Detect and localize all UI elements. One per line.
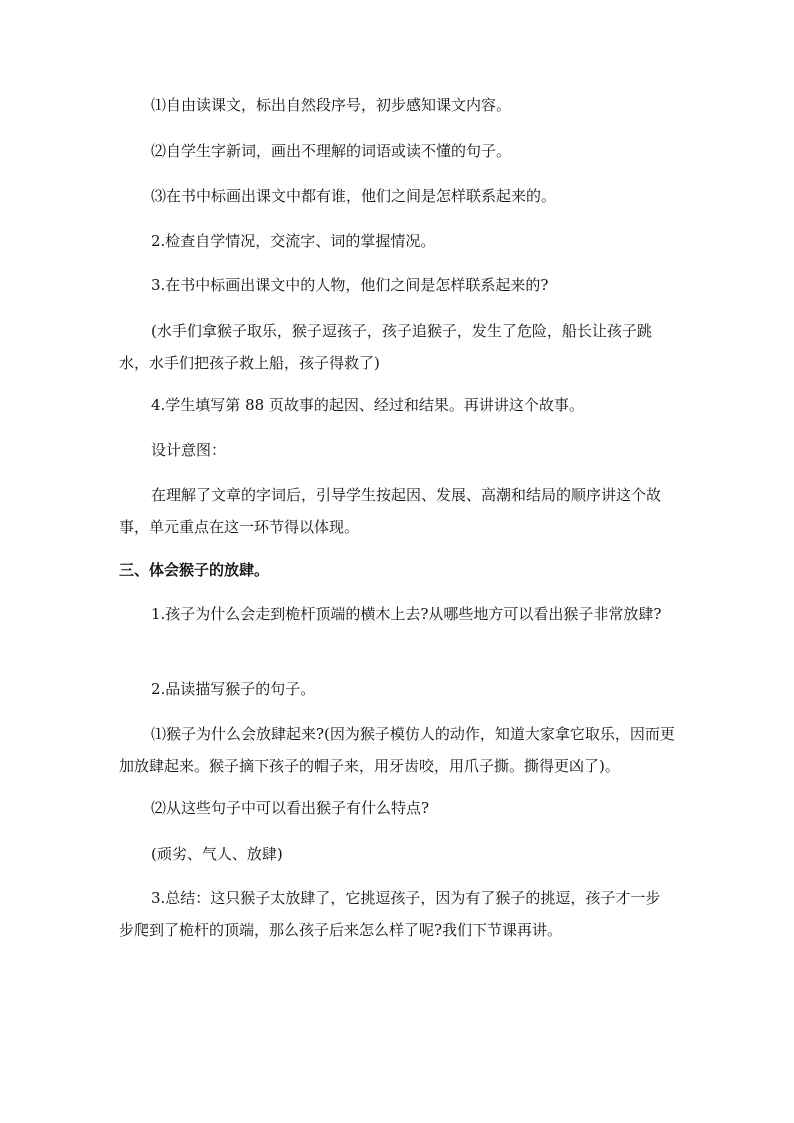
paragraph-step-3: 3.在书中标画出课文中的人物，他们之间是怎样联系起来的? — [151, 276, 549, 294]
paragraph-step-1-2: ⑵自学生字新词，画出不理解的词语或读不懂的句子。 — [151, 142, 512, 160]
paragraph-question-1: 1.孩子为什么会走到桅杆顶端的横木上去?从哪些地方可以看出猴子非常放肆? — [151, 605, 662, 623]
paragraph-step-1-3: ⑶在书中标画出课文中都有谁，他们之间是怎样联系起来的。 — [151, 187, 557, 205]
paragraph-step-2: 2.检查自学情况，交流字、词的掌握情况。 — [151, 232, 436, 250]
paragraph-design-intent: 在理解了文章的字词后，引导学生按起因、发展、高潮和结局的顺序讲这个故事，单元重点在这一环节得以体现。 — [119, 486, 662, 536]
paragraph-question-2-1: ⑴猴子为什么会放肆起来?(因为猴子模仿人的动作，知道大家拿它取乐，因而更加放肆起来。猴子摘下孩子的帽子来，用牙齿咬，用爪子撕。撕得更凶了)。 — [119, 725, 675, 775]
paragraph-step-4: 4.学生填写第 88 页故事的起因、经过和结果。再讲讲这个故事。 — [151, 396, 584, 414]
paragraph-summary: 3.总结：这只猴子太放肆了，它挑逗孩子，因为有了猴子的挑逗，孩子才一步步爬到了桅杆的顶端，那么孩子后来怎么样了呢?我们下节课再讲。 — [119, 889, 661, 939]
paragraph-design-intent-label: 设计意图： — [151, 441, 227, 459]
section-heading: 三、体会猴子的放肆。 — [119, 561, 270, 579]
paragraph-question-2-2-answer: (顽劣、气人、放肆) — [151, 845, 283, 863]
paragraph-question-2: 2.品读描写猴子的句子。 — [151, 680, 316, 698]
paragraph-step-1-1: ⑴自由读课文，标出自然段序号，初步感知课文内容。 — [151, 96, 512, 114]
paragraph-question-2-2: ⑵从这些句子中可以看出猴子有什么特点? — [151, 799, 430, 817]
paragraph-step-3-answer: (水手们拿猴子取乐，猴子逗孩子，孩子追猴子，发生了危险，船长让孩子跳水，水手们把孩子救上船，孩子得救了) — [119, 322, 652, 372]
